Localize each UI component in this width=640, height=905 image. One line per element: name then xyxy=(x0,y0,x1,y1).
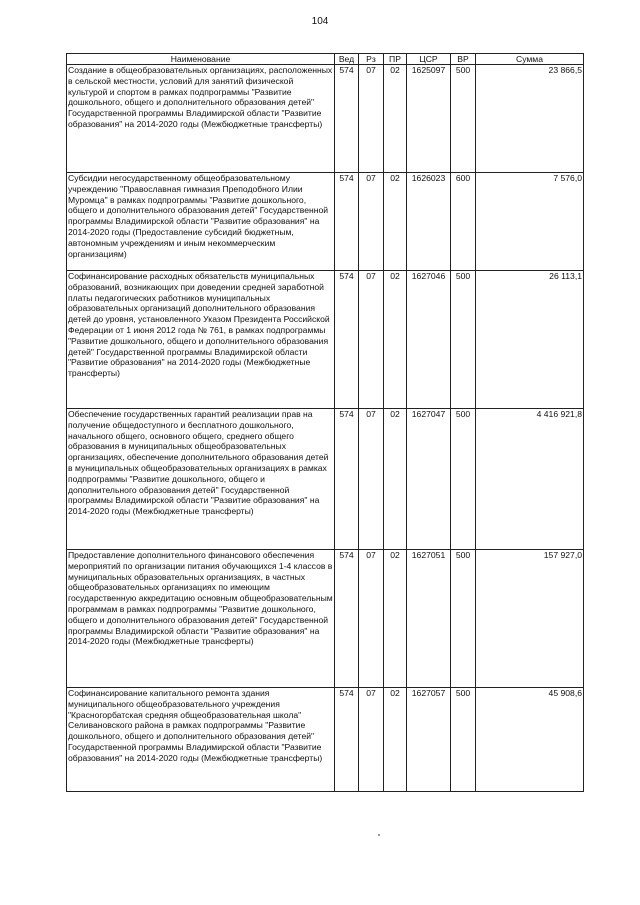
cell-rz: 07 xyxy=(359,271,384,409)
cell-sum: 7 576,0 xyxy=(476,173,584,271)
cell-csr: 1625097 xyxy=(407,65,451,173)
cell-name: Субсидии негосударственному общеобразовательному учреждению "Православная гимназия Преподобного Илии Муромца" в рамках подпрограммы "Развитие дошкольного, общего и дополнительного образования детей" Государственной программы Владимирской области "Развитие образования" на 2014-2020 годы (Предоставление субсидий бюджетным, автономным учреждениям и иным некоммерческим организациям) xyxy=(67,173,335,271)
header-name: Наименование xyxy=(67,54,335,65)
cell-ved: 574 xyxy=(335,271,359,409)
cell-rz: 07 xyxy=(359,688,384,792)
cell-pr: 02 xyxy=(384,409,407,550)
budget-table xyxy=(66,53,584,792)
cell-name: Обеспечение государственных гарантий реализации прав на получение общедоступного и бесплатного дошкольного, начального общего, основного общего, среднего общего образования в муниципальных общеобразовательных организациях, обеспечение дополнительного образования детей в муниципальных общеобразовательных организациях в рамках подпрограммы "Развитие дошкольного, общего и дополнительного образования детей" Государственной программы Владимирской области "Развитие образования" на 2014-2020 годы (Межбюджетные трансферты) xyxy=(67,409,335,550)
table-header-row xyxy=(67,54,584,65)
header-sum: Сумма xyxy=(476,54,584,65)
cell-ved: 574 xyxy=(335,65,359,173)
cell-rz: 07 xyxy=(359,173,384,271)
cell-csr: 1626023 xyxy=(407,173,451,271)
header-vr: ВР xyxy=(451,54,476,65)
cell-csr: 1627057 xyxy=(407,688,451,792)
header-rz: Рз xyxy=(359,54,384,65)
cell-name: Предоставление дополнительного финансового обеспечения мероприятий по организации питания обучающихся 1-4 классов в муниципальных образовательных организациях, в частных общеобразовательных организациях по имеющим государственную аккредитацию основным общеобразовательным программам в рамках подпрограммы "Развитие дошкольного, общего и дополнительного образования детей" Государственной программы Владимирской области "Развитие образования" на 2014-2020 годы (Межбюджетные трансферты) xyxy=(67,550,335,688)
cell-vr: 500 xyxy=(451,550,476,688)
cell-vr: 500 xyxy=(451,409,476,550)
cell-name: Создание в общеобразовательных организациях, расположенных в сельской местности, условий для занятий физической культурой и спортом в рамках подпрограммы "Развитие дошкольного, общего и дополнительного образования детей" Государственной программы Владимирской области "Развитие образования" на 2014-2020 годы (Межбюджетные трансферты) xyxy=(67,65,335,173)
cell-sum: 23 866,5 xyxy=(476,65,584,173)
header-pr: ПР xyxy=(384,54,407,65)
cell-rz: 07 xyxy=(359,550,384,688)
cell-ved: 574 xyxy=(335,550,359,688)
cell-vr: 600 xyxy=(451,173,476,271)
scan-speck xyxy=(378,834,380,836)
cell-vr: 500 xyxy=(451,65,476,173)
table-row xyxy=(67,409,584,550)
cell-name: Софинансирование капитального ремонта здания муниципального общеобразовательного учреждения "Красногорбатская средняя общеобразовательная школа" Селивановского района в рамках подпрограммы "Развитие дошкольного, общего и дополнительного образования детей" Государственной программы Владимирской области "Развитие образования" на 2014-2020 годы (Межбюджетные трансферты) xyxy=(67,688,335,792)
cell-pr: 02 xyxy=(384,550,407,688)
cell-sum: 45 908,6 xyxy=(476,688,584,792)
cell-ved: 574 xyxy=(335,688,359,792)
table-row xyxy=(67,688,584,792)
cell-pr: 02 xyxy=(384,271,407,409)
cell-rz: 07 xyxy=(359,409,384,550)
cell-name: Софинансирование расходных обязательств муниципальных образований, возникающих при доведении средней заработной платы педагогических работников муниципальных образовательных организаций дополнительного образования детей до уровня, установленного Указом Президента Российской Федерации от 1 июня 2012 года № 761, в рамках подпрограммы "Развитие дошкольного, общего и дополнительного образования детей" Государственной программы Владимирской области "Развитие образования" на 2014-2020 годы (Межбюджетные трансферты) xyxy=(67,271,335,409)
page-number: 104 xyxy=(311,16,329,27)
cell-sum: 157 927,0 xyxy=(476,550,584,688)
table-row xyxy=(67,65,584,173)
cell-rz: 07 xyxy=(359,65,384,173)
cell-vr: 500 xyxy=(451,271,476,409)
table-row xyxy=(67,173,584,271)
header-ved: Вед xyxy=(335,54,359,65)
cell-ved: 574 xyxy=(335,409,359,550)
table-row xyxy=(67,271,584,409)
table-row xyxy=(67,550,584,688)
cell-pr: 02 xyxy=(384,173,407,271)
cell-vr: 500 xyxy=(451,688,476,792)
cell-csr: 1627046 xyxy=(407,271,451,409)
cell-pr: 02 xyxy=(384,688,407,792)
cell-csr: 1627047 xyxy=(407,409,451,550)
cell-csr: 1627051 xyxy=(407,550,451,688)
cell-sum: 26 113,1 xyxy=(476,271,584,409)
header-csr: ЦСР xyxy=(407,54,451,65)
cell-ved: 574 xyxy=(335,173,359,271)
cell-pr: 02 xyxy=(384,65,407,173)
cell-sum: 4 416 921,8 xyxy=(476,409,584,550)
